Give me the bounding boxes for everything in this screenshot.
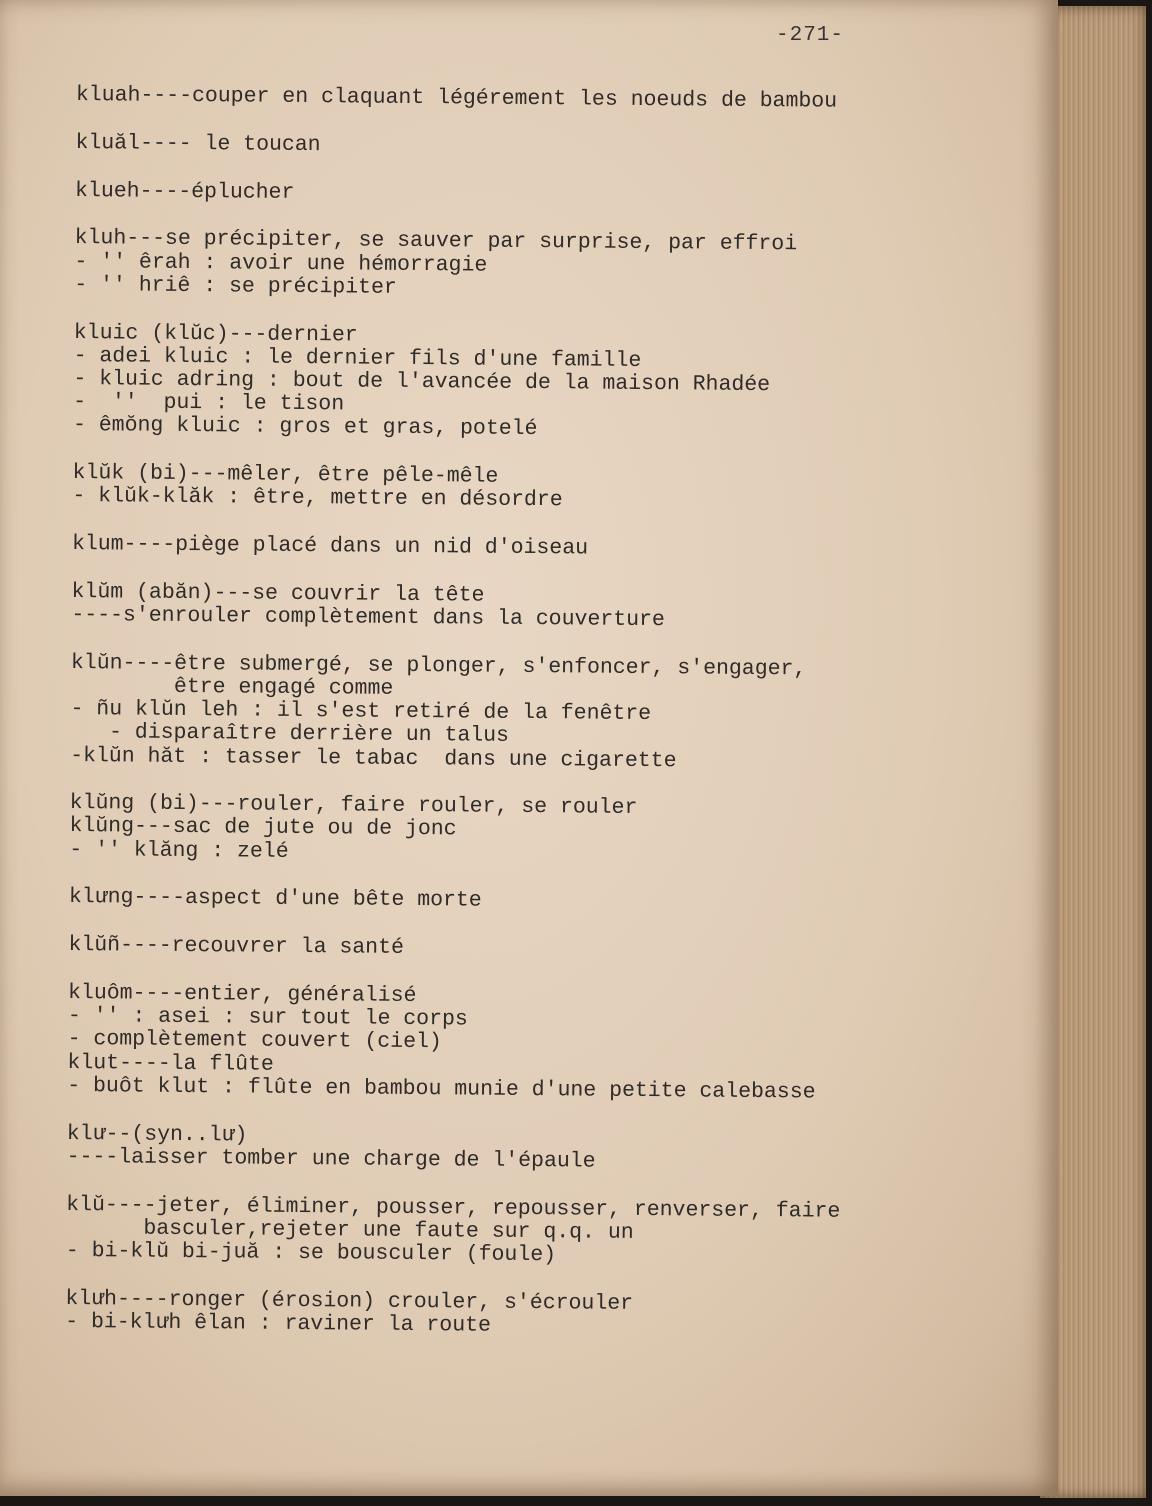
entry-line: klŭ----jeter, éliminer, pousser, repousser, renverser, faire [66, 1192, 841, 1224]
entry-line: kluăl---- le toucan [75, 130, 321, 157]
entry-line: kluah----couper en claquant légérement les noeuds de bambou [75, 83, 838, 114]
entry-line: - bi-klưh êlan : raviner la route [65, 1309, 492, 1338]
dictionary-entry [74, 227, 955, 304]
entry-line: - klŭk-klăk : être, mettre en désordre [72, 484, 563, 513]
dictionary-entry [67, 982, 948, 1106]
entry-line: - '' : asei : sur tout le corps [67, 1004, 468, 1032]
entry-line: basculer,rejeter une faute sur q.q. un [65, 1215, 634, 1245]
entry-line: - '' hriê : se précipiter [74, 272, 397, 300]
dictionary-entry [65, 1288, 945, 1342]
dictionary-entry [73, 321, 954, 445]
entry-line: klum----piège placé dans un nid d'oiseau [71, 531, 589, 561]
entry-line: - '' êrah : avoir une hémorragie [74, 249, 488, 278]
entry-line: klŭñ----recouvrer la santé [68, 933, 405, 961]
entry-line: - '' pui : le tison [73, 390, 345, 417]
entry-line: - bi-klŭ bi-juă : se bousculer (foule) [65, 1238, 557, 1268]
entry-line: - complètement couvert (ciel) [67, 1027, 442, 1055]
entry-line: klueh----éplucher [74, 178, 295, 205]
page-number: -271- [776, 24, 845, 47]
entry-line: -klŭn hăt : tasser le tabac dans une cigarette [70, 743, 677, 773]
dictionary-entry [66, 1193, 947, 1270]
entry-line: klŭm (abăn)---se couvrir la tête [71, 579, 485, 608]
entry-line: - buôt klut : flûte en bambou munie d'une petite calebasse [67, 1073, 816, 1105]
dictionary-entry [71, 581, 951, 635]
entry-line: klư--(syn..lư) [66, 1121, 248, 1148]
entry-line: ----s'enrouler complètement dans la couverture [71, 602, 665, 633]
entry-line: klŭng---sac de jute ou de jonc [69, 814, 457, 842]
entry-line: klưng----aspect d'une bête morte [68, 885, 482, 914]
entry-line: kluic (klŭc)---dernier [73, 320, 358, 347]
entry-line: - êmŏng kluic : gros et gras, potelé [72, 413, 538, 442]
entry-line: - '' klăng : zelé [69, 837, 289, 864]
dictionary-entry [67, 1122, 947, 1176]
entry-line: - adei kluic : le dernier fils d'une famille [73, 343, 642, 373]
dictionary-entries [65, 84, 956, 1342]
entry-line: être engagé comme [70, 673, 394, 701]
entry-line: klut----la flûte [67, 1050, 274, 1077]
entry-line: klŭng (bi)---rouler, faire rouler, se rouler [69, 791, 638, 821]
entry-line: klŭn----être submergé, se plonger, s'enfoncer, s'engager, [70, 650, 807, 682]
entry-line: klŭk (bi)---mêler, être pêle-mêle [72, 461, 499, 489]
entry-line: ----laisser tomber une charge de l'épaule [66, 1144, 596, 1174]
dictionary-entry [69, 792, 950, 869]
entry-line: kluôm----entier, généralisé [67, 980, 417, 1009]
entry-line: - ñu klŭn leh : il s'est retiré de la fenêtre [70, 697, 652, 727]
dictionary-entry [72, 462, 952, 516]
entry-line: - kluic adring : bout de l'avancée de la maison Rhadée [73, 366, 771, 397]
entry-line: - disparaître derrière un talus [70, 720, 510, 749]
entry-line: kluh---se précipiter, se sauver par surprise, par effroi [74, 226, 798, 257]
entry-line: klưh----ronger (érosion) crouler, s'écrouler [65, 1286, 634, 1316]
dictionary-entry [70, 652, 951, 776]
